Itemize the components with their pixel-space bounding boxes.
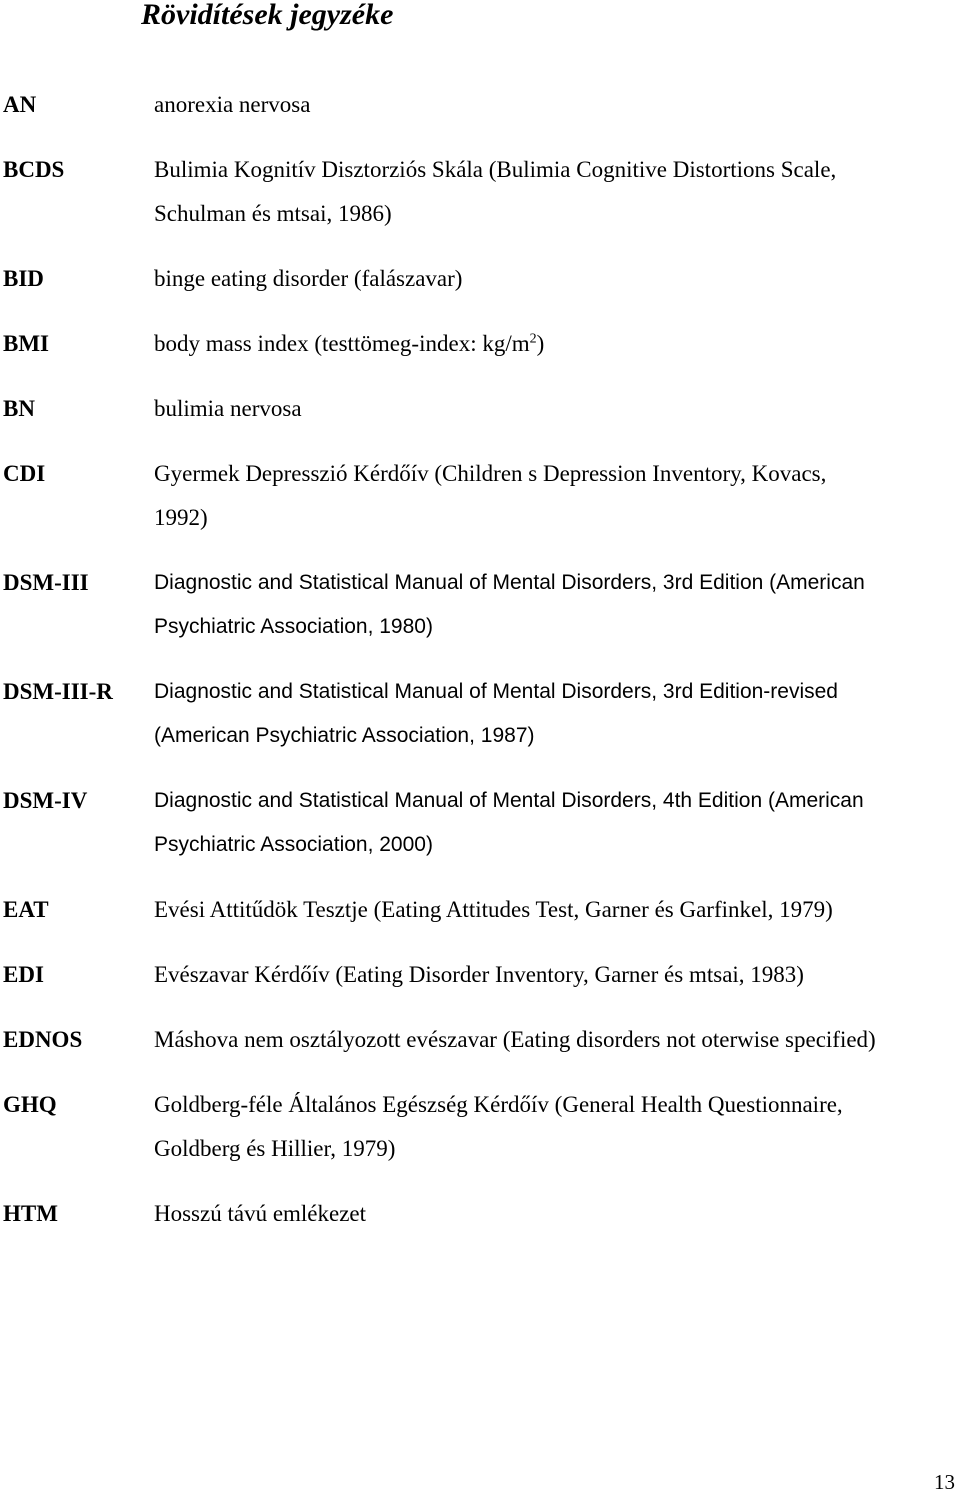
definition-text: body mass index (testtömeg-index: kg/m [154, 331, 530, 356]
definition-line: (American Psychiatric Association, 1987) [154, 724, 535, 747]
abbreviation-definition [154, 257, 956, 301]
abbreviation: EDI [3, 962, 44, 987]
definition-line: Bulimia Kognitív Disztorziós Skála (Bulimia Cognitive Distortions Scale, [154, 157, 837, 182]
abbreviation: DSM-III-R [3, 679, 113, 704]
abbreviation: BMI [3, 331, 49, 356]
definition-line: Schulman és mtsai, 1986) [154, 201, 392, 226]
abbreviation-definition [154, 322, 956, 366]
superscript-exponent: 2 [529, 331, 537, 347]
abbreviation-definition [154, 1083, 956, 1171]
page-number: 13 [934, 1470, 955, 1494]
abbreviation-definition [154, 670, 956, 758]
definition-line: anorexia nervosa [154, 92, 311, 117]
abbreviation: CDI [3, 461, 46, 486]
abbreviation-definition [154, 387, 956, 431]
abbreviation: GHQ [3, 1092, 57, 1117]
abbreviation-definition [154, 888, 956, 932]
abbreviation-definition [154, 1192, 956, 1236]
definition-line: binge eating disorder (falászavar) [154, 266, 463, 291]
definition-line: Goldberg-féle Általános Egészség Kérdőív (General Health Questionnaire, [154, 1092, 843, 1117]
definition-text-end: ) [536, 331, 545, 356]
definition-line: Hosszú távú emlékezet [154, 1201, 367, 1226]
abbreviation: EDNOS [3, 1027, 83, 1052]
definition-line [154, 322, 956, 366]
abbreviation-definition [154, 779, 956, 867]
definition-line: Evészavar Kérdőív (Eating Disorder Inventory, Garner és mtsai, 1983) [154, 962, 804, 987]
abbreviation: BID [3, 266, 44, 291]
definition-line: Goldberg és Hillier, 1979) [154, 1136, 396, 1161]
definition-line: Diagnostic and Statistical Manual of Mental Disorders, 3rd Edition (American [154, 571, 865, 594]
abbreviation: DSM-III [3, 570, 89, 595]
abbreviation: AN [3, 92, 37, 117]
abbreviation: BN [3, 396, 35, 421]
page-title: Rövidítések jegyzéke [141, 0, 394, 31]
definition-line: Evési Attitűdök Tesztje (Eating Attitudes Test, Garner és Garfinkel, 1979) [154, 897, 833, 922]
abbreviation: EAT [3, 897, 49, 922]
abbreviation: BCDS [3, 157, 65, 182]
abbreviation-definition [154, 1018, 956, 1062]
abbreviation: DSM-IV [3, 788, 88, 813]
abbreviation-definition [154, 561, 956, 649]
definition-line: Psychiatric Association, 2000) [154, 833, 433, 856]
abbreviation-definition [154, 148, 956, 236]
abbreviation: HTM [3, 1201, 58, 1226]
definition-line: Psychiatric Association, 1980) [154, 615, 433, 638]
definition-line: Diagnostic and Statistical Manual of Mental Disorders, 3rd Edition-revised [154, 680, 838, 703]
abbreviation-definition [154, 83, 956, 127]
definition-line: bulimia nervosa [154, 396, 302, 421]
definition-line: 1992) [154, 505, 208, 530]
definition-line: Máshova nem osztályozott evészavar (Eating disorders not oterwise specified) [154, 1027, 876, 1052]
definition-line: Diagnostic and Statistical Manual of Mental Disorders, 4th Edition (American [154, 789, 864, 812]
abbreviation-definition [154, 452, 956, 540]
abbreviation-definition [154, 953, 956, 997]
definition-line: Gyermek Depresszió Kérdőív (Children s Depression Inventory, Kovacs, [154, 461, 827, 486]
